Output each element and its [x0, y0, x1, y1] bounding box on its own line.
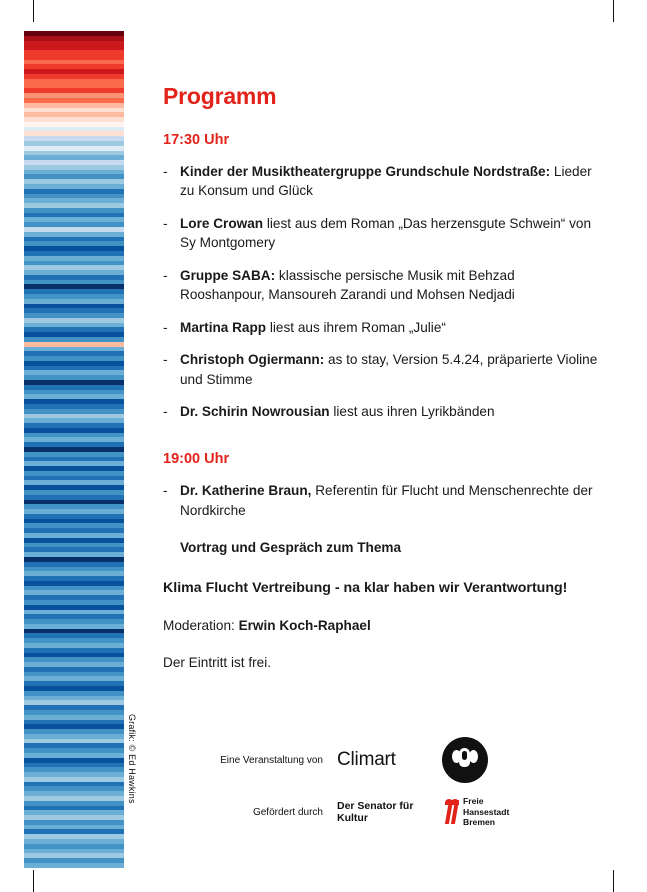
stripe-174 [24, 863, 124, 868]
bullet-dash: - [163, 483, 168, 499]
performer-description: liest aus ihren Lyrikbänden [329, 403, 495, 419]
time-heading-2: 19:00 Uhr [163, 451, 230, 468]
list-item [163, 318, 603, 337]
bremen-logo-text [463, 796, 509, 827]
organizer-name: Climart [337, 749, 396, 770]
bullet-dash: - [163, 403, 168, 419]
programme-list-1 [163, 162, 603, 421]
time-heading-1: 17:30 Uhr [163, 132, 230, 148]
performer-name: Kinder der Musiktheatergruppe Grundschule Nordstraße: [180, 164, 551, 179]
performer-name: Lore Crowan [180, 215, 264, 231]
performer-name: Dr. Schirin Nowrousian [180, 403, 330, 419]
bullet-dash: - [163, 352, 168, 368]
graphic-credit: Grafik: © Ed Hawkins [127, 714, 137, 804]
performer-description: liest aus ihrem Roman „Julie“ [266, 319, 446, 335]
list-item [163, 162, 603, 201]
bremen-logo [445, 796, 509, 827]
list-item [163, 350, 603, 389]
performer-name: Gruppe SABA: [180, 267, 276, 283]
bullet-dash: - [163, 164, 168, 179]
funding-row [163, 791, 603, 833]
crop-mark-top-right [613, 0, 614, 22]
event-slogan: Klima Flucht Vertreibung - na klar haben wir Verantwortung! [163, 580, 568, 597]
organizer-row [163, 735, 603, 785]
mask-logo-icon [442, 737, 488, 783]
list-item [163, 214, 603, 253]
list-item [163, 402, 603, 421]
talk-subtitle: Vortrag und Gespräch zum Thema [180, 540, 402, 556]
performer-description: as to stay, Version 5.4.24, präparierte Violine und Stimme [180, 352, 598, 387]
list-item [163, 481, 603, 520]
organizer-label: Eine Veranstaltung von [220, 754, 323, 766]
bremen-line-2: Hansestadt [463, 806, 510, 817]
bremen-line-3: Bremen [463, 817, 495, 828]
crop-mark-bottom-right [613, 870, 614, 892]
performer-description: klassische persische Musik mit Behzad Rooshanpour, Mansoureh Zarandi und Mohsen Nedjadi [180, 267, 515, 303]
performer-description: Lieder zu Konsum und Glück [180, 164, 592, 199]
performer-name: Martina Rapp [180, 319, 267, 335]
programme-list-2 [163, 481, 603, 520]
funding-label: Gefördert durch [252, 806, 323, 818]
moderation-line [163, 618, 603, 633]
crop-mark-bottom-left [33, 870, 34, 892]
performer-name: Christoph Ogiermann: [180, 352, 325, 368]
warming-stripes-graphic [24, 31, 124, 868]
bremen-key-icon [445, 799, 459, 825]
bullet-dash: - [163, 267, 168, 283]
programme-content [163, 31, 603, 670]
free-entry-note: Der Eintritt ist frei. [163, 655, 272, 671]
list-item [163, 266, 603, 305]
page-title: Programm [163, 83, 277, 109]
funder-name: Der Senator für Kultur [337, 800, 414, 824]
moderation-label: Moderation: [163, 618, 239, 634]
footer [163, 735, 603, 833]
bremen-line-1: Freie [463, 796, 484, 807]
bullet-dash: - [163, 215, 168, 231]
crop-mark-top-left [33, 0, 34, 22]
performer-description: liest aus dem Roman „Das herzensgute Schwein“ von Sy Montgomery [180, 215, 592, 251]
speaker-name: Dr. Katherine Braun, [180, 483, 312, 499]
moderator-name: Erwin Koch-Raphael [238, 618, 371, 634]
speaker-description: Referentin für Flucht und Menschenrechte der Nordkirche [180, 483, 593, 518]
bullet-dash: - [163, 319, 168, 335]
